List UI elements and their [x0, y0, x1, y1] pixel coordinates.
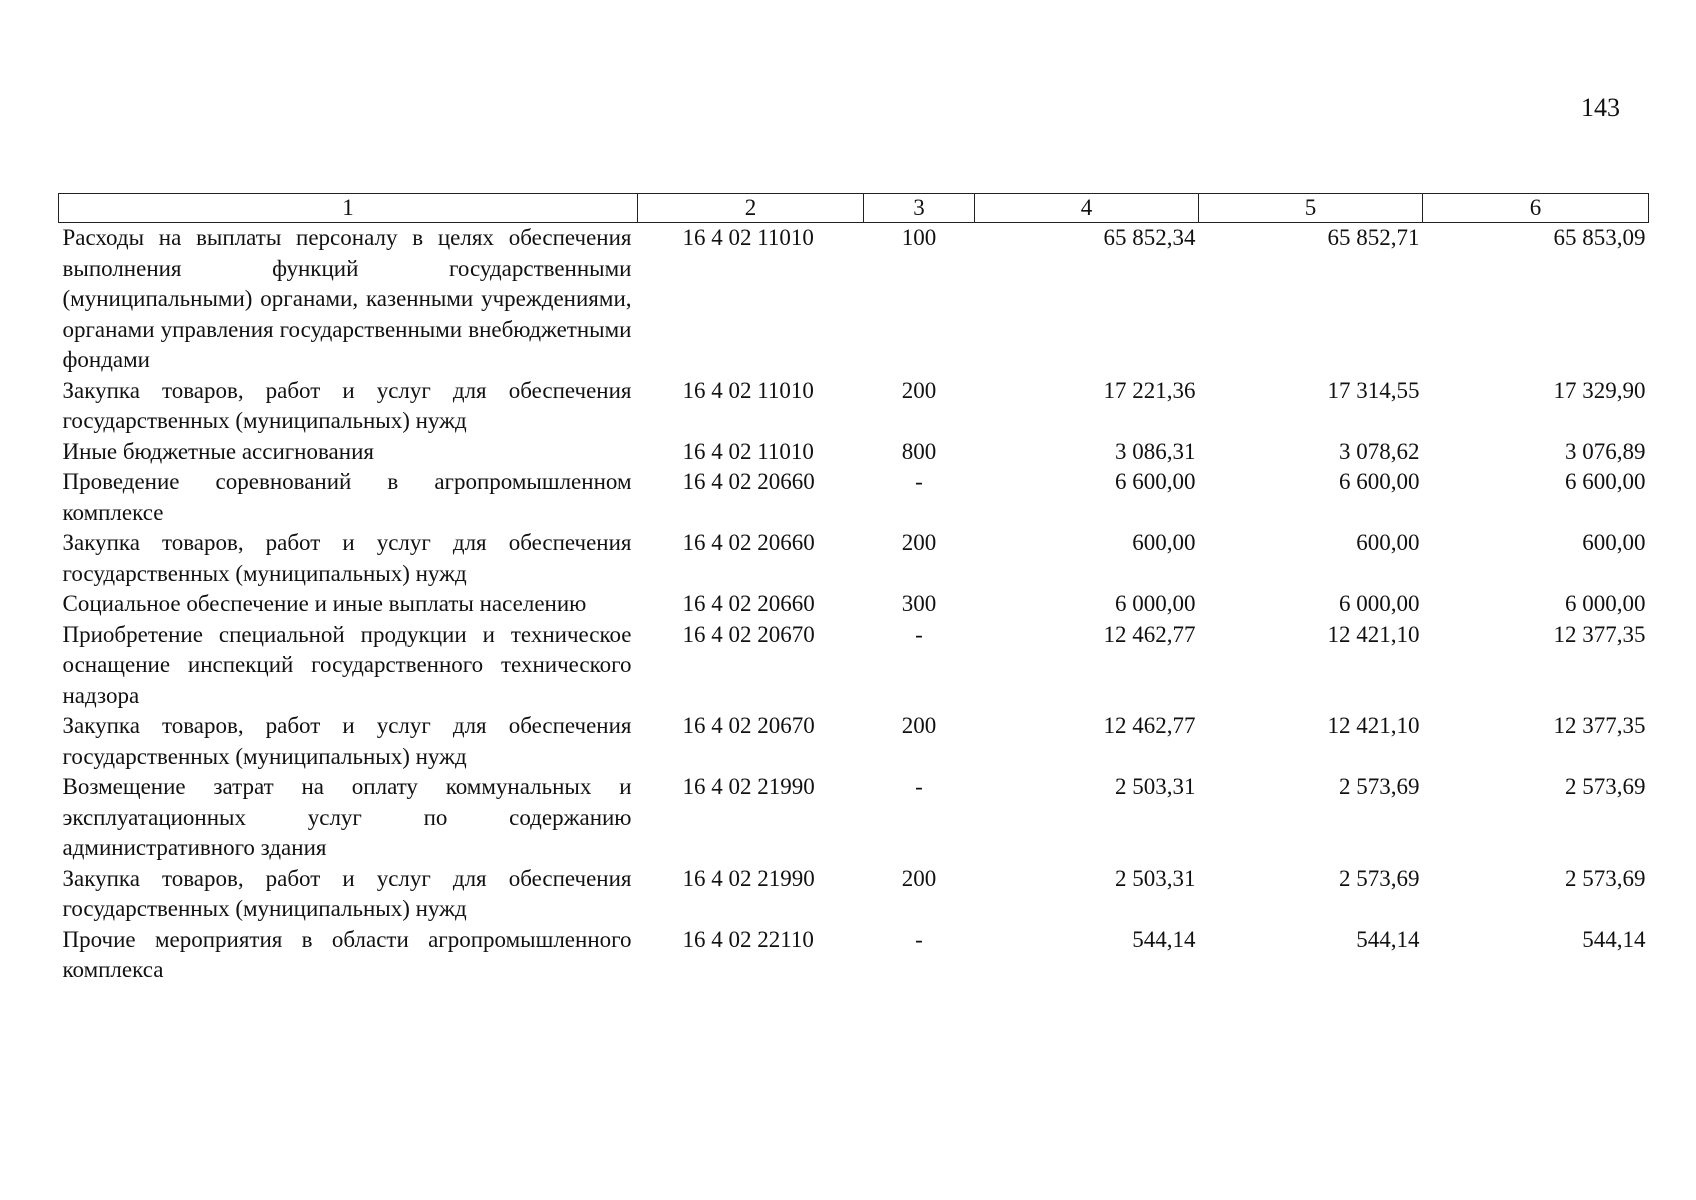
amount-col-5: 6 000,00 — [1339, 591, 1420, 616]
amount-col-4: 2 503,31 — [1115, 865, 1196, 891]
amount-col-4: 17 221,36 — [1103, 377, 1196, 403]
amount-col-4: 3 086,31 — [1115, 438, 1196, 464]
table-row — [59, 437, 1649, 468]
expense-name: Приобретение специальной продукции и техническое оснащение инспекций государственного технического надзора — [62, 621, 632, 708]
expense-type-code: 200 — [901, 713, 937, 738]
expense-name: Закупка товаров, работ и услуг для обеспечения государственных (муниципальных) нужд — [62, 713, 632, 769]
expense-type-code: 200 — [901, 377, 937, 403]
amount-col-6: 12 377,35 — [1553, 621, 1646, 647]
expense-name: Социальное обеспечение и иные выплаты населению — [62, 591, 587, 616]
target-article-code: 16 4 02 20670 — [682, 713, 815, 738]
amount-col-5: 17 314,55 — [1327, 377, 1420, 403]
target-article-code: 16 4 02 11010 — [682, 438, 814, 464]
expense-name: Закупка товаров, работ и услуг для обеспечения государственных (муниципальных) нужд — [62, 530, 632, 586]
amount-col-4: 65 852,34 — [1103, 225, 1196, 250]
amount-col-4: 12 462,77 — [1103, 621, 1196, 647]
expense-name: Расходы на выплаты персоналу в целях обеспечения выполнения функций государственными (муниципальными) органами, казенными учреждениями, органами управления государственными внебюджетными фондами — [62, 225, 632, 372]
expense-type-code: - — [915, 621, 923, 647]
target-article-code: 16 4 02 11010 — [682, 377, 814, 403]
column-header-3: 3 — [864, 194, 975, 223]
amount-col-6: 12 377,35 — [1553, 713, 1646, 738]
amount-col-4: 2 503,31 — [1115, 774, 1196, 799]
table-row — [59, 620, 1649, 712]
amount-col-5: 2 573,69 — [1339, 774, 1420, 799]
amount-col-6: 600,00 — [1582, 530, 1646, 555]
target-article-code: 16 4 02 11010 — [682, 225, 814, 250]
expense-name: Прочие мероприятия в области агропромышленного комплекса — [62, 926, 632, 982]
amount-col-5: 3 078,62 — [1339, 438, 1420, 464]
amount-col-6: 65 853,09 — [1553, 225, 1646, 250]
target-article-code: 16 4 02 20660 — [682, 530, 815, 555]
amount-col-5: 65 852,71 — [1327, 225, 1420, 250]
amount-col-4: 12 462,77 — [1103, 713, 1196, 738]
amount-col-6: 6 600,00 — [1565, 469, 1646, 494]
table-row — [59, 589, 1649, 620]
table-row — [59, 528, 1649, 589]
table-row — [59, 223, 1649, 376]
target-article-code: 16 4 02 22110 — [682, 926, 814, 952]
amount-col-5: 2 573,69 — [1339, 865, 1420, 891]
expense-name: Закупка товаров, работ и услуг для обеспечения государственных (муниципальных) нужд — [62, 865, 632, 921]
expense-type-code: - — [915, 774, 923, 799]
amount-col-6: 17 329,90 — [1553, 377, 1646, 403]
table-row — [59, 467, 1649, 528]
table-row — [59, 772, 1649, 864]
expense-name: Иные бюджетные ассигнования — [62, 438, 374, 464]
table-header — [59, 194, 1649, 223]
expense-type-code: - — [915, 926, 923, 952]
expense-type-code: 100 — [901, 225, 937, 250]
column-header-4: 4 — [975, 194, 1199, 223]
amount-col-5: 6 600,00 — [1339, 469, 1420, 494]
target-article-code: 16 4 02 20660 — [682, 469, 815, 494]
expense-type-code: 200 — [901, 865, 937, 891]
table-row — [59, 864, 1649, 925]
column-header-1: 1 — [59, 194, 638, 223]
expense-type-code: - — [915, 469, 923, 494]
target-article-code: 16 4 02 20670 — [682, 621, 815, 647]
amount-col-4: 6 600,00 — [1115, 469, 1196, 494]
column-header-6: 6 — [1423, 194, 1649, 223]
amount-col-4: 544,14 — [1132, 926, 1196, 952]
expense-type-code: 300 — [901, 591, 937, 616]
amount-col-6: 2 573,69 — [1565, 774, 1646, 799]
column-header-5: 5 — [1199, 194, 1423, 223]
target-article-code: 16 4 02 21990 — [682, 774, 815, 799]
table-row — [59, 711, 1649, 772]
amount-col-5: 544,14 — [1356, 926, 1420, 952]
expense-type-code: 200 — [901, 530, 937, 555]
amount-col-6: 2 573,69 — [1565, 865, 1646, 891]
expense-name: Закупка товаров, работ и услуг для обеспечения государственных (муниципальных) нужд — [62, 377, 632, 433]
amount-col-5: 12 421,10 — [1327, 621, 1420, 647]
amount-col-6: 3 076,89 — [1565, 438, 1646, 464]
budget-table — [58, 193, 1649, 986]
amount-col-5: 600,00 — [1356, 530, 1420, 555]
amount-col-6: 544,14 — [1582, 926, 1646, 952]
page-number: 143 — [1581, 93, 1620, 122]
target-article-code: 16 4 02 21990 — [682, 865, 815, 891]
expense-type-code: 800 — [901, 438, 937, 464]
amount-col-5: 12 421,10 — [1327, 713, 1420, 738]
expense-name: Возмещение затрат на оплату коммунальных и эксплуатационных услуг по содержанию административного здания — [62, 774, 632, 860]
table-body — [59, 223, 1649, 986]
expense-name: Проведение соревнований в агропромышленном комплексе — [62, 469, 632, 525]
target-article-code: 16 4 02 20660 — [682, 591, 815, 616]
table-row — [59, 925, 1649, 986]
amount-col-4: 600,00 — [1132, 530, 1196, 555]
header-row — [59, 194, 1649, 223]
column-header-2: 2 — [638, 194, 864, 223]
amount-col-4: 6 000,00 — [1115, 591, 1196, 616]
amount-col-6: 6 000,00 — [1565, 591, 1646, 616]
table-row — [59, 376, 1649, 437]
